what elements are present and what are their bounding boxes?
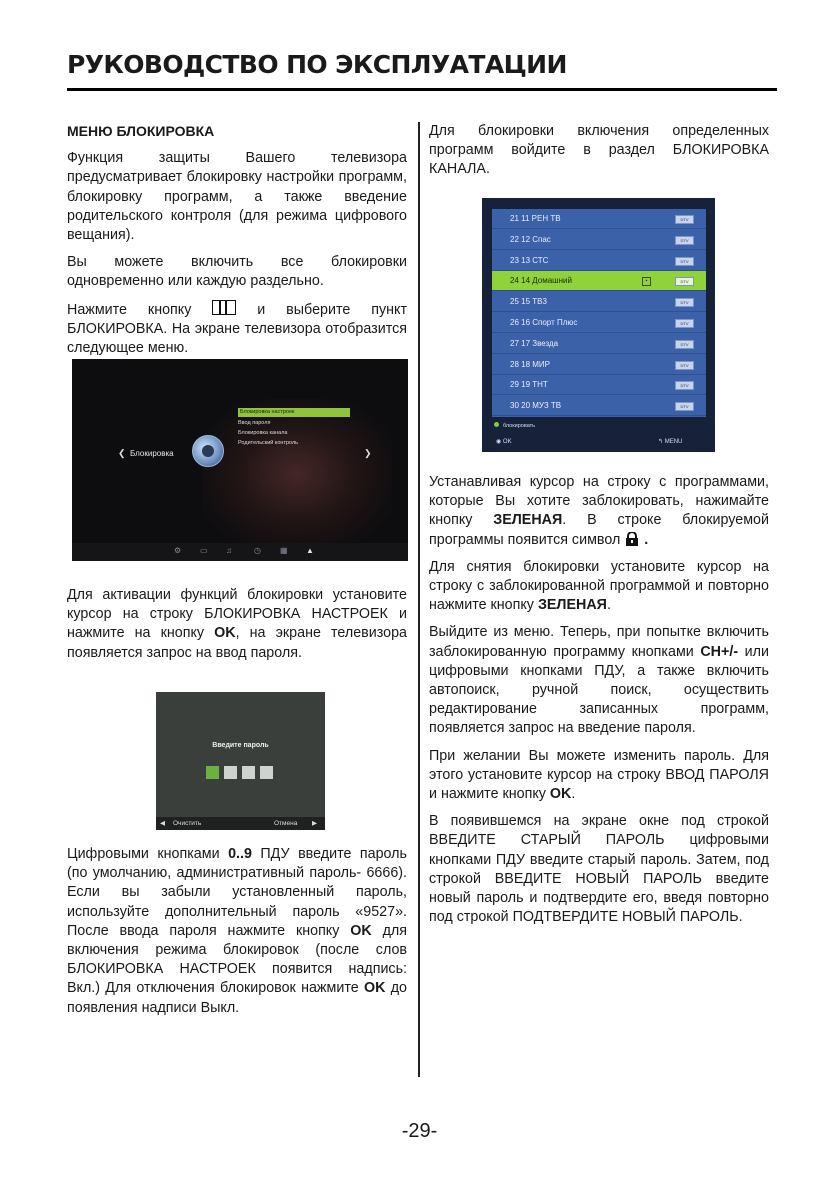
channel-row: 27 17 Звезда DTV [492,334,706,354]
dtv-badge: DTV [675,277,694,286]
menu-item: Родительский контроль [238,440,299,446]
green-dot-icon [494,422,499,427]
grid-icon: ▦ [280,546,288,555]
music-icon: ♫ [226,546,232,555]
password-digit [260,766,273,779]
channel-row: 28 18 МИР DTV [492,355,706,375]
title-underline [67,88,777,91]
password-digit [242,766,255,779]
dtv-badge: DTV [675,236,694,245]
page-title: РУКОВОДСТВО ПО ЭКСПЛУАТАЦИИ [67,50,567,79]
chevron-left-icon: ❮ [118,448,126,458]
paragraph: Цифровыми кнопками 0..9 ПДУ введите пароль (по умолчанию, административный пароль- 6666). Если вы забыли установленный пароль, используйте дополнительный пароль «9527». После ввода пароля нажмите кнопку OK для включения режима блокировок (после слов БЛОКИРОВКА НАСТРОЕК появится надпись: Вкл.) Для отключения блокировок нажмите OK до появления надписи Выкл. [67,846,407,1016]
triangle-right-icon: ▶ [312,820,317,827]
paragraph: В появившемся на экране окне под строкой ВВЕДИТЕ СТАРЫЙ ПАРОЛЬ цифровыми кнопками ПДУ введите старый пароль. Затем, под строкой ВВЕДИТЕ НОВЫЙ ПАРОЛЬ введите новый пароль и подтвердите его, введя повторно под строкой ПОДТВЕРДИТЕ НОВЫЙ ПАРОЛЬ. [429,813,769,926]
menu-item: Ввод пароля [238,420,271,426]
chevron-right-icon: ❯ [364,448,372,458]
dtv-badge: DTV [675,340,694,349]
section-heading: МЕНЮ БЛОКИРОВКА [67,123,215,139]
menu-hint: ↰ MENU [658,439,683,445]
menu-item: Блокировка настроек [238,408,350,417]
cancel-label: Отмена [274,820,298,827]
paragraph: Вы можете включить все блокировки одновременно или каждую раздельно. [67,254,407,290]
dtv-badge: DTV [675,402,694,411]
ok-circle-icon: ◉ [496,439,502,445]
page-number: -29- [401,1120,438,1142]
paragraph: При желании Вы можете изменить пароль. Для этого установите курсор на строку ВВОД ПАРОЛЯ и нажмите кнопку OK. [429,747,769,803]
right-column-bottom [429,473,769,927]
triangle-left-icon: ◀ [160,820,165,827]
paragraph: Устанавливая курсор на строку с программами, которые Вы хотите заблокировать, нажимайте кнопку ЗЕЛЕНАЯ. В строке блокируемой программы появится символ . [429,474,769,548]
menu-item: Блокировка канала [238,430,288,436]
paragraph: Выйдите из меню. Теперь, при попытке включить заблокированную программу кнопками CH+/- или цифровыми кнопками ПДУ, а также включить автопоиск, ручной поиск, осуществить редактирование записанных программ, появляется запрос на введение пароля. [429,624,769,737]
settings-icon: ⚙ [174,546,182,555]
channel-list [492,209,706,417]
channel-row: 23 13 СТС DTV [492,251,706,271]
left-column-bottom [67,845,407,1018]
menu-key-icon [212,300,236,315]
paragraph: Для активации функций блокировки установите курсор на строку БЛОКИРОВКА НАСТРОЕК и нажмите на кнопку OK, на экране телевизора появляется запрос на ввод пароля. [67,587,407,661]
password-dialog-screenshot [156,692,325,830]
channel-row: 26 16 Спорт Плюс DTV [492,313,706,333]
combination-lock-icon [192,435,224,467]
paragraph: Для блокировки включения определенных программ войдите в раздел БЛОКИРОВКА КАНАЛА. [429,123,769,178]
dtv-badge: DTV [675,215,694,224]
left-column-top [67,122,407,358]
channel-row: 22 12 Спас DTV [492,230,706,250]
legend: блокировать [494,422,535,429]
channel-list-screenshot [482,198,715,452]
column-divider [418,122,420,1077]
channel-row: 30 20 МУЗ ТВ DTV [492,396,706,416]
dtv-badge: DTV [675,319,694,328]
dtv-badge: DTV [675,257,694,266]
channel-row: 25 15 ТВ3 DTV [492,292,706,312]
password-prompt: Введите пароль [212,742,269,749]
lock-icon: ▲ [306,546,314,555]
dtv-badge: DTV [675,361,694,370]
lock-menu-screenshot [72,359,408,561]
password-digit [206,766,219,779]
dialog-footer [156,817,325,830]
right-column-top [429,122,769,180]
menu-bottom-bar [72,543,408,561]
channel-row: 21 11 РЕН ТВ DTV [492,209,706,229]
padlock-icon [624,532,640,546]
clock-icon: ◷ [254,546,261,555]
paragraph: Нажмите кнопку и выберите пункт БЛОКИРОВКА. На экране телевизора отобразится следующее меню. [67,301,407,357]
tv-icon: ▭ [200,546,208,555]
dtv-badge: DTV [675,381,694,390]
ok-hint: ◉ OK [496,439,512,445]
dtv-badge: DTV [675,298,694,307]
background-figure [202,399,392,549]
password-digit [224,766,237,779]
channel-row-selected: 24 14 Домашний ▪ DTV [492,271,706,291]
paragraph: Для снятия блокировки установите курсор на строку с заблокированной программой и повторно нажмите кнопку ЗЕЛЕНАЯ. [429,558,769,614]
return-arrow-icon: ↰ [658,439,664,445]
lock-icon: ▪ [642,277,651,286]
paragraph: Функция защиты Вашего телевизора предусматривает блокировку настройки программ, блокировку программ, а также введение родительского контроля (для режима цифрового вещания). [67,150,407,244]
clear-label: Очистить [173,820,202,827]
lock-menu-label: Блокировка [130,449,174,458]
left-column-middle [67,586,407,663]
channel-row: 29 19 ТНТ DTV [492,375,706,395]
